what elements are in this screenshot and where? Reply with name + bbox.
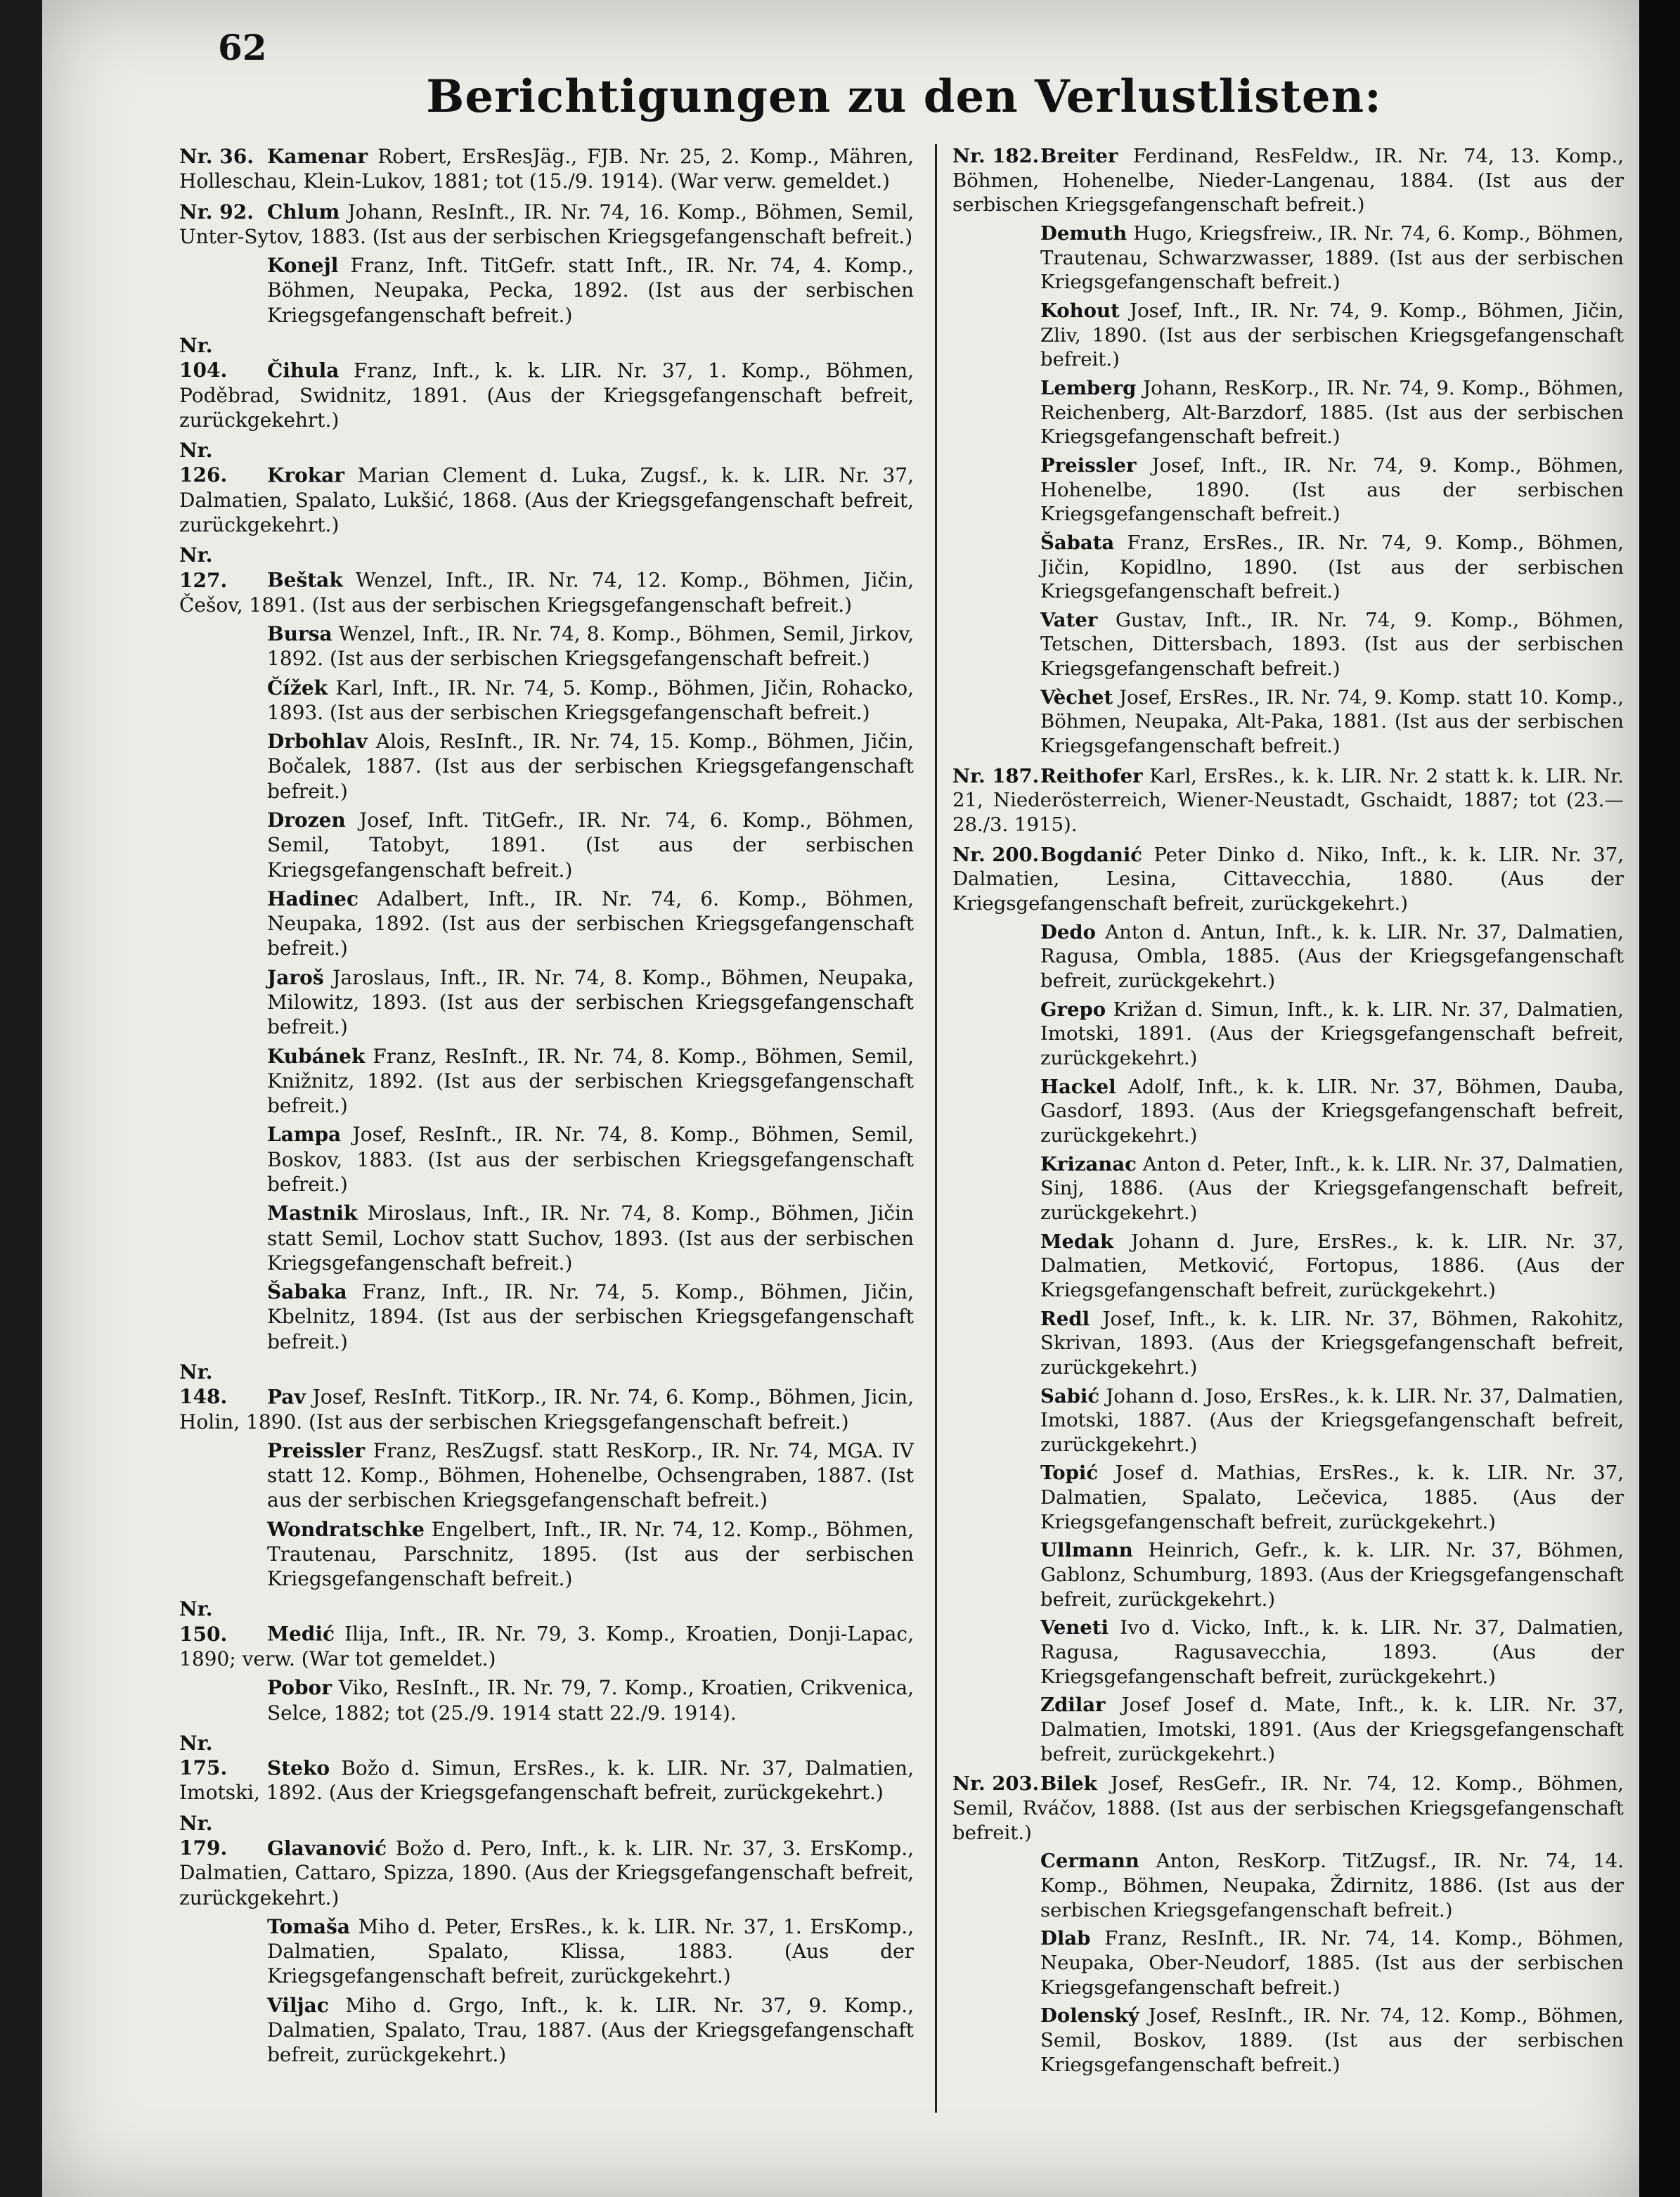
list-entry <box>1040 531 1624 604</box>
entry-surname: Veneti <box>1040 1616 1109 1639</box>
entry-text: Wenzel, Inft., IR. Nr. 74, 12. Komp., Böhmen, Jičin, Češov, 1891. (Ist aus der serbischen Kriegsgefangenschaft befreit.) <box>179 568 914 617</box>
list-number: Nr. 150. <box>179 1597 228 1646</box>
list-entry <box>179 144 914 194</box>
list-entry <box>179 200 914 250</box>
list-entry <box>267 1280 914 1354</box>
entry-surname: Jaroš <box>267 965 324 989</box>
list-number: Nr. 179. <box>179 1811 228 1860</box>
entry-surname: Topić <box>1040 1462 1099 1485</box>
entry-surname: Beštak <box>267 568 343 592</box>
scan-left-edge <box>0 0 42 2197</box>
entry-text: Josef, Inft., IR. Nr. 74, 9. Komp., Böhmen, Jičin, Zliv, 1890. (Ist aus der serbischen Kriegsgefangenschaft befreit.) <box>1040 299 1624 371</box>
entry-surname: Dlab <box>1040 1927 1091 1950</box>
entry-surname: Pobor <box>267 1676 332 1700</box>
list-entry <box>267 621 914 671</box>
list-number: Nr. 127. <box>179 543 228 592</box>
list-group <box>179 543 914 1354</box>
entry-text: Josef, Inft., IR. Nr. 74, 9. Komp., Böhmen, Hohenelbe, 1890. (Ist aus der serbischen Kriegsgefangenschaft befreit.) <box>1040 453 1624 526</box>
list-entry <box>952 764 1624 837</box>
entry-text: Franz, ResZugsf. statt ResKorp., IR. Nr. 74, MGA. IV statt 12. Komp., Böhmen, Hohenelbe, Ochsengraben, 1887. (Ist aus der serbischen Kriegsgefangenschaft befreit.) <box>267 1438 915 1512</box>
list-entry <box>1040 920 1624 993</box>
list-group <box>179 438 914 537</box>
list-entry <box>179 543 914 617</box>
entry-text: Božo d. Simun, ErsRes., k. k. LIR. Nr. 37, Dalmatien, Imotski, 1892. (Aus der Kriegsgefangenschaft befreit, zurückgekehrt.) <box>179 1756 914 1805</box>
page-number: 62 <box>218 27 267 68</box>
list-entry <box>179 1360 914 1434</box>
left-column <box>179 144 914 2073</box>
list-entry <box>1040 998 1624 1071</box>
list-group <box>179 1597 914 1725</box>
list-entry <box>1040 1461 1624 1534</box>
entry-text: Robert, ErsResJäg., FJB. Nr. 25, 2. Komp., Mähren, Holleschau, Klein-Lukov, 1881; tot (15./9. 1914). (War verw. gemeldet.) <box>179 145 914 193</box>
entry-text: Anton, ResKorp. TitZugsf., IR. Nr. 74, 14. Komp., Böhmen, Neupaka, Ždirnitz, 1886. (Ist aus der serbischen Kriegsgefangenschaft befreit.) <box>1040 1850 1624 1921</box>
entry-surname: Bursa <box>267 622 332 646</box>
entry-text: Adolf, Inft., k. k. LIR. Nr. 37, Böhmen, Dauba, Gasdorf, 1893. (Aus der Kriegsgefangenschaft befreit, zurückgekehrt.) <box>1040 1075 1624 1147</box>
entry-surname: Vater <box>1040 608 1098 631</box>
entry-surname: Mastnik <box>267 1201 358 1225</box>
entry-text: Franz, ErsRes., IR. Nr. 74, 9. Komp., Böhmen, Jičin, Kopidlno, 1890. (Ist aus der serbischen Kriegsgefangenschaft befreit.) <box>1040 531 1624 603</box>
list-entry <box>267 1201 914 1275</box>
entry-surname: Drozen <box>267 808 346 832</box>
entry-text: Miho d. Grgo, Inft., k. k. LIR. Nr. 37, 9. Komp., Dalmatien, Spalato, Trau, 1887. (Aus der Kriegsgefangenschaft befreit, zurückgekehrt.) <box>267 1993 914 2067</box>
entry-text: Josef, ResInft., IR. Nr. 74, 12. Komp., Böhmen, Semil, Boskov, 1889. (Ist aus der serbischen Kriegsgefangenschaft befreit.) <box>1040 2004 1624 2076</box>
entry-surname: Ullmann <box>1040 1539 1133 1562</box>
entry-surname: Lemberg <box>1040 376 1137 399</box>
list-entry <box>179 1597 914 1671</box>
list-group <box>179 1731 914 1805</box>
list-group <box>952 144 1624 759</box>
entry-text: Viko, ResInft., IR. Nr. 79, 7. Komp., Kroatien, Crikvenica, Selce, 1882; tot (25./9. 1914 statt 22./9. 1914). <box>267 1676 914 1725</box>
list-entry <box>267 253 914 328</box>
entry-surname: Bogdanić <box>1040 843 1143 866</box>
entry-surname: Hadinec <box>267 887 359 910</box>
list-entry <box>267 676 914 726</box>
list-entry <box>1040 1307 1624 1380</box>
list-group <box>179 333 914 432</box>
list-entry <box>1040 1152 1624 1225</box>
list-entry <box>952 144 1624 217</box>
list-entry <box>1040 1849 1624 1922</box>
entry-surname: Redl <box>1040 1307 1090 1330</box>
list-number: Nr. 92. <box>179 200 254 224</box>
list-entry <box>267 1993 914 2068</box>
entry-text: Gustav, Inft., IR. Nr. 74, 9. Komp., Böhmen, Tetschen, Dittersbach, 1893. (Ist aus der serbischen Kriegsgefangenschaft befreit.) <box>1040 608 1624 681</box>
list-entry <box>179 438 914 537</box>
list-group <box>179 144 914 194</box>
entry-surname: Tomaša <box>267 1914 350 1938</box>
list-entry <box>179 1811 914 1910</box>
entry-text: Josef d. Mathias, ErsRes., k. k. LIR. Nr. 37, Dalmatien, Spalato, Lečevica, 1885. (Aus der Kriegsgefangenschaft befreit, zurückgekehrt.) <box>1040 1462 1624 1533</box>
entry-surname: Konejl <box>267 254 339 278</box>
entry-text: Heinrich, Gefr., k. k. LIR. Nr. 37, Böhmen, Gablonz, Schumburg, 1893. (Aus der Kriegsgefangenschaft befreit, zurückgekehrt.) <box>1040 1539 1624 1611</box>
list-number: Nr. 187. <box>952 764 1040 787</box>
list-group <box>952 764 1624 837</box>
entry-text: Josef, ResInft. TitKorp., IR. Nr. 74, 6. Komp., Böhmen, Jicin, Holin, 1890. (Ist aus der serbischen Kriegsgefangenschaft befreit.) <box>179 1385 915 1433</box>
entry-surname: Bilek <box>1040 1772 1097 1796</box>
list-group <box>179 200 914 328</box>
list-entry <box>179 333 914 432</box>
entry-text: Josef Josef d. Mate, Inft., k. k. LIR. Nr. 37, Dalmatien, Imotski, 1891. (Aus der Kriegsgefangenschaft befreit, zurückgekehrt.) <box>1040 1694 1624 1765</box>
list-entry <box>952 1772 1624 1845</box>
list-group <box>179 1360 914 1592</box>
list-entry <box>1040 1616 1624 1689</box>
list-entry <box>1040 608 1624 681</box>
list-entry <box>952 843 1624 916</box>
entry-surname: Chlum <box>267 200 340 224</box>
entry-surname: Krokar <box>267 463 345 487</box>
list-entry <box>1040 1538 1624 1611</box>
list-number: Nr. 200. <box>952 843 1040 866</box>
list-entry <box>1040 1926 1624 1999</box>
list-number: Nr. 126. <box>179 439 228 487</box>
scan-right-edge <box>1639 0 1680 2197</box>
entry-surname: Vèchet <box>1040 685 1113 709</box>
entry-text: Wenzel, Inft., IR. Nr. 74, 8. Komp., Böhmen, Semil, Jirkov, 1892. (Ist aus der serbischen Kriegsgefangenschaft befreit.) <box>267 622 914 671</box>
entry-surname: Reithofer <box>1040 764 1143 787</box>
list-entry <box>1040 685 1624 759</box>
entry-surname: Preissler <box>1040 453 1137 477</box>
entry-text: Karl, ErsRes., k. k. LIR. Nr. 2 statt k. k. LIR. Nr. 21, Niederösterreich, Wiener-Neustadt, Gschaidt, 1887; tot (23.—28./3. 1915). <box>952 764 1624 837</box>
list-number: Nr. 175. <box>179 1731 228 1780</box>
list-entry <box>267 1122 914 1197</box>
entry-surname: Grepo <box>1040 998 1106 1021</box>
list-entry <box>1040 1693 1624 1766</box>
list-entry <box>179 1731 914 1805</box>
list-entry <box>1040 376 1624 449</box>
right-column <box>952 144 1624 2082</box>
list-group <box>952 843 1624 1767</box>
entry-surname: Dolenský <box>1040 2004 1139 2028</box>
entry-surname: Wondratschke <box>267 1517 425 1541</box>
list-entry <box>267 1675 914 1725</box>
entry-surname: Zdilar <box>1040 1694 1106 1717</box>
entry-surname: Drbohlav <box>267 730 368 754</box>
entry-text: Johann, ResKorp., IR. Nr. 74, 9. Komp., Böhmen, Reichenberg, Alt-Barzdorf, 1885. (Ist aus der serbischen Kriegsgefangenschaft befreit.) <box>1040 376 1624 449</box>
list-entry <box>1040 1384 1624 1457</box>
entry-text: Peter Dinko d. Niko, Inft., k. k. LIR. Nr. 37, Dalmatien, Lesina, Cittavecchia, 1880. (Aus der Kriegsgefangenschaft befreit, zurückgekehrt.) <box>952 843 1624 915</box>
column-divider <box>935 144 937 2113</box>
entry-surname: Kamenar <box>267 145 368 168</box>
entry-text: Adalbert, Inft., IR. Nr. 74, 6. Komp., Böhmen, Neupaka, 1892. (Ist aus der serbischen Kriegsgefangenschaft befreit.) <box>267 887 915 960</box>
entry-text: Josef, ResGefr., IR. Nr. 74, 12. Komp., Böhmen, Semil, Rváčov, 1888. (Ist aus der serbischen Kriegsgefangenschaft befreit.) <box>952 1772 1624 1844</box>
entry-text: Miho d. Peter, ErsRes., k. k. LIR. Nr. 37, 1. ErsKomp., Dalmatien, Spalato, Klissa, 1883. (Aus der Kriegsgefangenschaft befreit, zurückgekehrt.) <box>267 1914 915 1988</box>
list-entry <box>267 808 914 882</box>
entry-text: Miroslaus, Inft., IR. Nr. 74, 8. Komp., Böhmen, Jičin statt Semil, Lochov statt Suchov, 1893. (Ist aus der serbischen Kriegsgefangenschaft befreit.) <box>267 1201 914 1275</box>
entry-surname: Hackel <box>1040 1075 1116 1098</box>
entry-text: Ivo d. Vicko, Inft., k. k. LIR. Nr. 37, Dalmatien, Ragusa, Ragusavecchia, 1893. (Aus der Kriegsgefangenschaft befreit, zurückgekehrt.) <box>1040 1616 1624 1688</box>
entry-text: Josef, ResInft., IR. Nr. 74, 8. Komp., Böhmen, Semil, Boskov, 1883. (Ist aus der serbischen Kriegsgefangenschaft befreit.) <box>267 1123 914 1196</box>
entry-text: Engelbert, Inft., IR. Nr. 74, 12. Komp., Böhmen, Trautenau, Parschnitz, 1895. (Ist aus der serbischen Kriegsgefangenschaft befreit.) <box>267 1517 914 1591</box>
page-title: Berichtigungen zu den Verlustlisten: <box>426 70 1382 123</box>
entry-surname: Glavanović <box>267 1836 387 1860</box>
entry-surname: Steko <box>267 1756 330 1780</box>
entry-text: Marian Clement d. Luka, Zugsf., k. k. LIR. Nr. 37, Dalmatien, Spalato, Lukšić, 1868. (Aus der Kriegsgefangenschaft befreit, zurückgekehrt.) <box>179 463 914 536</box>
entry-surname: Medak <box>1040 1230 1114 1253</box>
list-entry <box>1040 453 1624 527</box>
entry-surname: Kubánek <box>267 1044 366 1068</box>
entry-surname: Preissler <box>267 1438 365 1462</box>
entry-text: Ilija, Inft., IR. Nr. 79, 3. Komp., Kroatien, Donji-Lapac, 1890; verw. (War tot gemeldet.) <box>179 1622 914 1671</box>
entry-surname: Cermann <box>1040 1850 1139 1873</box>
entry-text: Križan d. Simun, Inft., k. k. LIR. Nr. 37, Dalmatien, Imotski, 1891. (Aus der Kriegsgefangenschaft befreit, zurückgekehrt.) <box>1040 998 1624 1069</box>
entry-text: Johann d. Joso, ErsRes., k. k. LIR. Nr. 37, Dalmatien, Imotski, 1887. (Aus der Kriegsgefangenschaft befreit, zurückgekehrt.) <box>1040 1384 1624 1456</box>
entry-text: Josef, Inft. TitGefr., IR. Nr. 74, 6. Komp., Böhmen, Semil, Tatobyt, 1891. (Ist aus der serbischen Kriegsgefangenschaft befreit.) <box>267 808 914 882</box>
entry-text: Franz, Inft. TitGefr. statt Inft., IR. Nr. 74, 4. Komp., Böhmen, Neupaka, Pecka, 1892. (Ist aus der serbischen Kriegsgefangenschaft befreit.) <box>267 254 914 327</box>
list-entry <box>1040 1230 1624 1303</box>
entry-surname: Medić <box>267 1622 335 1646</box>
entry-text: Anton d. Peter, Inft., k. k. LIR. Nr. 37, Dalmatien, Sinj, 1886. (Aus der Kriegsgefangenschaft befreit, zurückgekehrt.) <box>1040 1152 1624 1224</box>
list-entry <box>267 965 914 1040</box>
entry-surname: Sabić <box>1040 1384 1100 1407</box>
list-number: Nr. 36. <box>179 145 254 168</box>
list-entry <box>267 1914 914 1989</box>
list-entry <box>267 1438 914 1513</box>
list-entry <box>267 1044 914 1119</box>
list-group <box>179 1811 914 2068</box>
list-entry <box>1040 2004 1624 2077</box>
list-entry <box>267 887 914 961</box>
entry-surname: Čížek <box>267 676 328 700</box>
entry-text: Karl, Inft., IR. Nr. 74, 5. Komp., Böhmen, Jičin, Rohacko, 1893. (Ist aus der serbischen Kriegsgefangenschaft befreit.) <box>267 676 914 724</box>
entry-text: Alois, ResInft., IR. Nr. 74, 15. Komp., Böhmen, Jičin, Bočalek, 1887. (Ist aus der serbischen Kriegsgefangenschaft befreit.) <box>267 730 914 803</box>
entry-surname: Pav <box>267 1385 306 1409</box>
entry-surname: Šabaka <box>267 1280 347 1304</box>
list-entry <box>1040 221 1624 295</box>
list-entry <box>267 729 914 804</box>
entry-surname: Čihula <box>267 359 340 382</box>
entry-text: Franz, ResInft., IR. Nr. 74, 14. Komp., Böhmen, Neupaka, Ober-Neudorf, 1885. (Ist aus der serbischen Kriegsgefangenschaft befreit.) <box>1040 1927 1624 1999</box>
entry-text: Josef, ErsRes., IR. Nr. 74, 9. Komp. statt 10. Komp., Böhmen, Neupaka, Alt-Paka, 1881. (Ist aus der serbischen Kriegsgefangenschaft befreit.) <box>1040 685 1624 758</box>
entry-surname: Krizanac <box>1040 1152 1137 1175</box>
entry-text: Josef, Inft., k. k. LIR. Nr. 37, Böhmen, Rakohitz, Skrivan, 1893. (Aus der Kriegsgefangenschaft befreit, zurückgekehrt.) <box>1040 1307 1624 1379</box>
entry-text: Jaroslaus, Inft., IR. Nr. 74, 8. Komp., Böhmen, Neupaka, Milowitz, 1893. (Ist aus der serbischen Kriegsgefangenschaft befreit.) <box>267 965 914 1039</box>
entry-surname: Lampa <box>267 1123 342 1147</box>
entry-text: Franz, ResInft., IR. Nr. 74, 8. Komp., Böhmen, Semil, Knižnitz, 1892. (Ist aus der serbischen Kriegsgefangenschaft befreit.) <box>267 1044 914 1118</box>
entry-text: Božo d. Pero, Inft., k. k. LIR. Nr. 37, 3. ErsKomp., Dalmatien, Cattaro, Spizza, 1890. (Aus der Kriegsgefangenschaft befreit, zurückgekehrt.) <box>179 1836 914 1909</box>
entry-text: Johann d. Jure, ErsRes., k. k. LIR. Nr. 37, Dalmatien, Metković, Fortopus, 1886. (Aus der Kriegsgefangenschaft befreit, zurückgekehrt.) <box>1040 1230 1624 1301</box>
list-number: Nr. 104. <box>179 333 228 382</box>
list-number: Nr. 182. <box>952 145 1040 167</box>
entry-text: Franz, Inft., k. k. LIR. Nr. 37, 1. Komp., Böhmen, Poděbrad, Swidnitz, 1891. (Aus der Kriegsgefangenschaft befreit, zurückgekehrt.) <box>179 359 915 432</box>
entry-text: Hugo, Kriegsfreiw., IR. Nr. 74, 6. Komp., Böhmen, Trautenau, Schwarzwasser, 1889. (Ist aus der serbischen Kriegsgefangenschaft befreit.) <box>1040 221 1624 294</box>
entry-surname: Kohout <box>1040 299 1120 322</box>
list-number: Nr. 148. <box>179 1360 228 1409</box>
list-entry <box>267 1517 914 1592</box>
list-entry <box>1040 299 1624 372</box>
entry-text: Johann, ResInft., IR. Nr. 74, 16. Komp., Böhmen, Semil, Unter-Sytov, 1883. (Ist aus der serbischen Kriegsgefangenschaft befreit.) <box>179 200 914 248</box>
list-number: Nr. 203. <box>952 1772 1040 1796</box>
list-group <box>952 1772 1624 2077</box>
list-entry <box>1040 1075 1624 1148</box>
entry-text: Anton d. Antun, Inft., k. k. LIR. Nr. 37, Dalmatien, Ragusa, Ombla, 1885. (Aus der Kriegsgefangenschaft befreit, zurückgekehrt.) <box>1040 920 1624 992</box>
entry-surname: Demuth <box>1040 221 1127 245</box>
entry-surname: Šabata <box>1040 531 1115 554</box>
entry-surname: Dedo <box>1040 920 1096 943</box>
entry-text: Ferdinand, ResFeldw., IR. Nr. 74, 13. Komp., Böhmen, Hohenelbe, Nieder-Langenau, 1884. (Ist aus der serbischen Kriegsgefangenschaft befreit.) <box>952 145 1624 217</box>
entry-text: Franz, Inft., IR. Nr. 74, 5. Komp., Böhmen, Jičin, Kbelnitz, 1894. (Ist aus der serbischen Kriegsgefangenschaft befreit.) <box>267 1280 914 1353</box>
entry-surname: Viljac <box>267 1993 329 2017</box>
entry-surname: Breiter <box>1040 145 1118 167</box>
